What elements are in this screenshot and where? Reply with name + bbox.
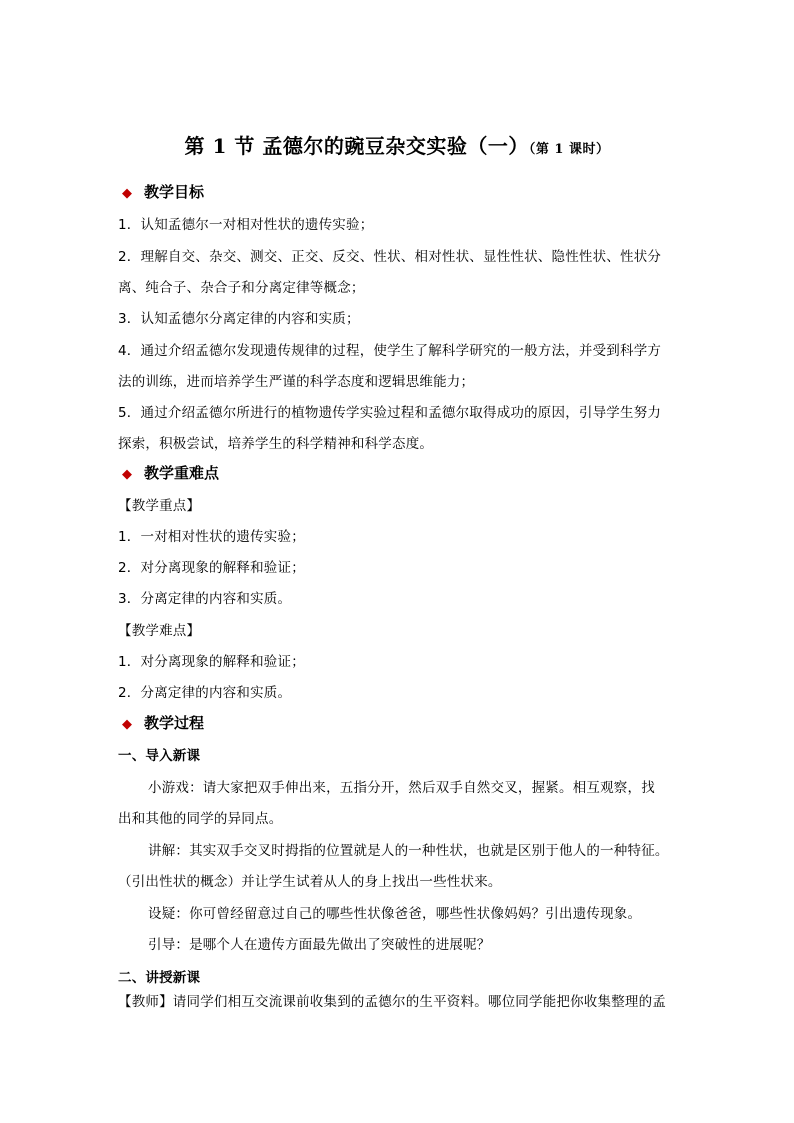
objective-line: 4．通过介绍孟德尔发现遗传规律的过程，使学生了解科学研究的一般方法，并受到科学方	[118, 343, 662, 359]
paragraph-line: （引出性状的概念）并让学生试着从人的身上找出一些性状来。	[118, 874, 502, 890]
paragraph-line: 小游戏：请大家把双手伸出来，五指分开，然后双手自然交叉，握紧。相互观察，找	[148, 780, 655, 796]
objective-line: 5．通过介绍孟德尔所进行的植物遗传学实验过程和孟德尔取得成功的原因，引导学生努力	[118, 405, 662, 421]
focus-label: 【教学重点】	[118, 498, 201, 514]
title-main: 第 1 节 孟德尔的豌豆杂交实验（一）	[184, 134, 529, 158]
heading-process: ◆ 教学过程	[122, 714, 205, 732]
paragraph-line: 【教师】请同学们相互交流课前收集到的孟德尔的生平资料。哪位同学能把你收集整理的孟	[118, 994, 666, 1010]
diamond-icon: ◆	[122, 186, 132, 201]
objective-line: 1．认知孟德尔一对相对性状的遗传实验；	[118, 217, 374, 233]
objective-line: 3．认知孟德尔分离定律的内容和实质；	[118, 311, 360, 327]
part-heading: 二、讲授新课	[118, 970, 201, 986]
difficulty-label: 【教学难点】	[118, 623, 201, 639]
focus-line: 3．分离定律的内容和实质。	[118, 591, 292, 607]
objective-line: 离、纯合子、杂合子和分离定律等概念；	[118, 280, 365, 296]
paragraph-line: 出和其他的同学的异同点。	[118, 811, 283, 827]
paragraph-line: 设疑：你可曾经留意过自己的哪些性状像爸爸，哪些性状像妈妈？引出遗传现象。	[148, 906, 642, 922]
title-sub: （第 1 课时）	[528, 142, 610, 157]
objective-line: 法的训练，进而培养学生严谨的科学态度和逻辑思维能力；	[118, 374, 475, 390]
page-title	[0, 130, 794, 159]
paragraph-line: 引导：是哪个人在遗传方面最先做出了突破性的进展呢？	[148, 937, 491, 953]
heading-key-points: ◆ 教学重难点	[122, 464, 220, 482]
focus-line: 1．一对相对性状的遗传实验；	[118, 529, 305, 545]
focus-line: 2．对分离现象的解释和验证；	[118, 560, 305, 576]
paragraph-line: 讲解：其实双手交叉时拇指的位置就是人的一种性状，也就是区别于他人的一种特征。	[148, 843, 669, 859]
diamond-icon: ◆	[122, 467, 132, 482]
objective-line: 探索，积极尝试，培养学生的科学精神和科学态度。	[118, 436, 434, 452]
difficulty-line: 1．对分离现象的解释和验证；	[118, 654, 305, 670]
part-heading: 一、导入新课	[118, 748, 201, 764]
diamond-icon: ◆	[122, 717, 132, 732]
difficulty-line: 2．分离定律的内容和实质。	[118, 685, 292, 701]
objective-line: 2．理解自交、杂交、测交、正交、反交、性状、相对性状、显性性状、隐性性状、性状分	[118, 249, 662, 265]
heading-objectives: ◆ 教学目标	[122, 183, 205, 201]
